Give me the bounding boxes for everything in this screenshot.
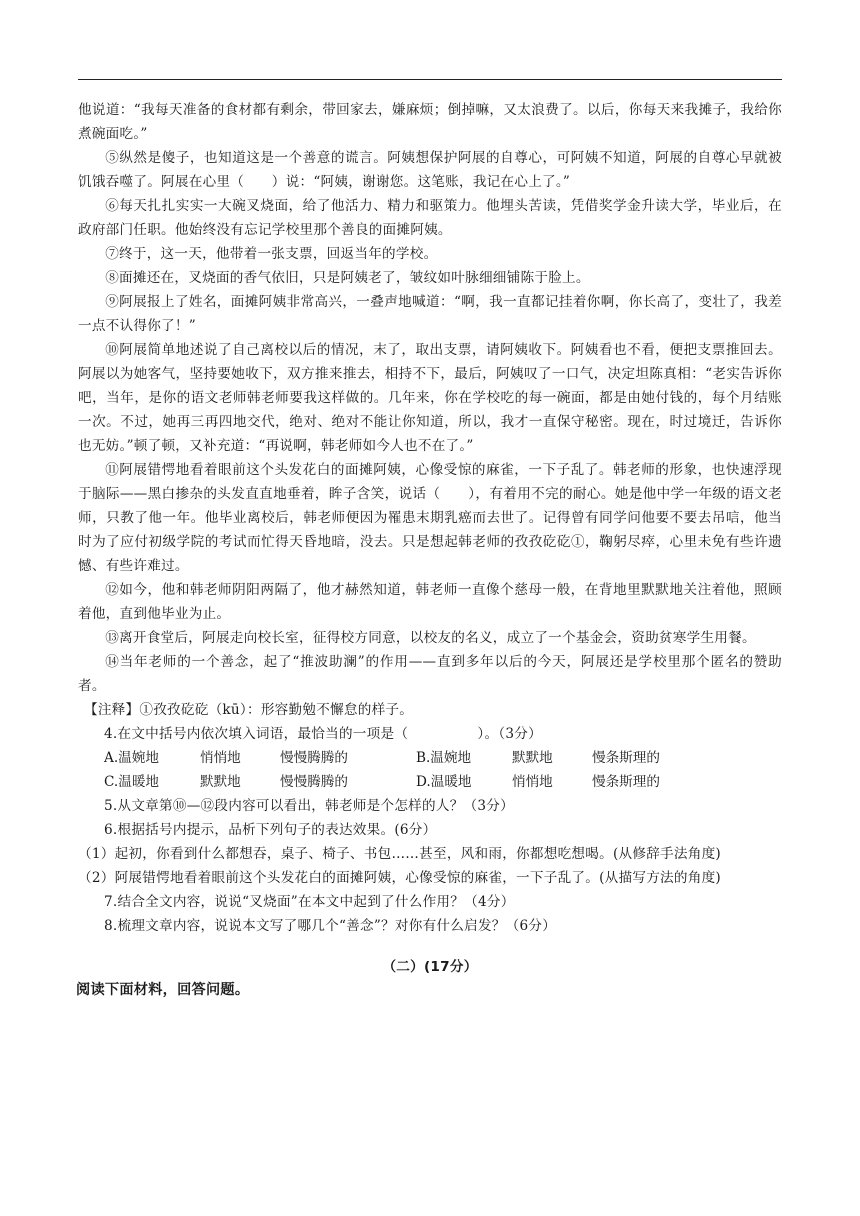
paragraph-continuation: 他说道：“我每天准备的食材都有剩余，带回家去，嫌麻烦；倒掉嘛，又太浪费了。以后，你每天来我摊子，我给你煮碗面吃。” [78,102,782,142]
paragraph-7: ⑦终于，这一天，他带着一张支票，回返当年的学校。 [105,246,438,262]
paragraph-8: ⑧面摊还在，叉烧面的香气依旧，只是阿姨老了，皱纹如叶脉细细铺陈于脸上。 [105,270,590,286]
paragraph-11: ⑪阿展错愕地看着眼前这个头发花白的面摊阿姨，心像受惊的麻雀，一下子乱了。韩老师的形象，也快速浮现于脑际——黑白掺杂的头发直直地垂着，眸子含笑，说话（ ），有着用不完的耐心。她是他中学一年级的语文老师，只教了他一年。他毕业离校后，韩老师便因为罹患末期乳癌而去世了。记得曾有同学问他要不要去吊唁，他当时为了应付初级学院的考试而忙得天昏地暗，没去。只是想起韩老师的孜孜矻矻①，鞠躬尽瘁，心里未免有些许遗憾、有些许难过。 [78,462,782,574]
question-6: 6.根据括号内提示，品析下列句子的表达效果。(6分） [104,822,437,838]
option-a-word3: 慢慢腾腾的 [280,750,348,766]
footnote: 【注释】①孜孜矻矻（kū）：形容勤勉不懈怠的样子。 [84,702,414,718]
question-4-options-ab [78,746,782,770]
paragraph-14: ⑭当年老师的一个善念，起了“推波助澜”的作用——直到多年以后的今天，阿展还是学校里那个匿名的赞助者。 [78,654,782,694]
section-2-title: （二）(17分） [382,959,478,975]
question-4-options-cd [78,770,782,794]
option-c-word2: 默默地 [200,774,241,790]
question-6-item-1: （1）起初，你看到什么都想吞，桌子、椅子、书包……甚至，风和雨，你都想吃想喝。(从修辞手法角度) [78,846,721,862]
option-b-word3: 慢条斯理的 [592,750,660,766]
option-a-word2: 悄悄地 [200,750,241,766]
question-5: 5.从文章第⑩—⑫段内容可以看出，韩老师是个怎样的人？（3分） [104,798,514,814]
question-7: 7.结合全文内容，说说“叉烧面”在本文中起到了什么作用？（4分） [104,894,515,910]
option-c-word1: C.温暖地 [104,774,160,790]
paragraph-10: ⑩阿展简单地述说了自己离校以后的情况，末了，取出支票，请阿姨收下。阿姨看也不看，便把支票推回去。阿展以为她客气，坚持要她收下，双方推来推去，相持不下，最后，阿姨叹了一口气，决定坦陈真相：“老实告诉你吧，当年，是你的语文老师韩老师要我这样做的。几年来，你在学校吃的每一碗面，都是由她付钱的，每个月结账一次。不过，她再三再四地交代，绝对、绝对不能让你知道，所以，我才一直保守秘密。现在，时过境迁，告诉你也无妨。”顿了顿，又补充道：“再说啊，韩老师如今人也不在了。” [78,342,782,454]
header-rule [78,79,782,80]
reading-instruction: 阅读下面材料，回答问题。 [76,982,250,998]
paragraph-5: ⑤纵然是傻子，也知道这是一个善意的谎言。阿姨想保护阿展的自尊心，可阿姨不知道，阿展的自尊心早就被饥饿吞噬了。阿展在心里（ ）说：“阿姨，谢谢您。这笔账，我记在心上了。” [78,150,782,190]
option-b-word1: B.温婉地 [416,750,472,766]
article-content [78,98,782,1002]
paragraph-12: ⑫如今，他和韩老师阴阳两隔了，他才赫然知道，韩老师一直像个慈母一般，在背地里默默地关注着他，照顾着他，直到他毕业为止。 [78,582,782,622]
option-a-word1: A.温婉地 [104,750,159,766]
paragraph-13: ⑬离开食堂后，阿展走向校长室，征得校方同意，以校友的名义，成立了一个基金会，资助贫寒学生用餐。 [105,630,756,646]
option-b-word2: 默默地 [512,750,553,766]
question-6-item-2: （2）阿展错愕地看着眼前这个头发花白的面摊阿姨，心像受惊的麻雀，一下子乱了。(从描写方法的角度) [78,870,721,886]
question-4: 4.在文中括号内依次填入词语，最恰当的一项是（ ）。（3分） [104,726,542,742]
option-d-word2: 悄悄地 [512,774,553,790]
option-c-word3: 慢慢腾腾的 [280,774,348,790]
paragraph-6: ⑥每天扎扎实实一大碗叉烧面，给了他活力、精力和驱策力。他埋头苦读，凭借奖学金升读大学，毕业后，在政府部门任职。他始终没有忘记学校里那个善良的面摊阿姨。 [78,198,782,238]
option-d-word1: D.温暖地 [416,774,472,790]
question-8: 8.梳理文章内容，说说本文写了哪几个“善念”？对你有什么启发？（6分） [104,918,557,934]
paragraph-9: ⑨阿展报上了姓名，面摊阿姨非常高兴，一叠声地喊道：“啊，我一直都记挂着你啊，你长高了，变壮了，我差一点不认得你了！” [78,294,782,334]
option-d-word3: 慢条斯理的 [592,774,660,790]
